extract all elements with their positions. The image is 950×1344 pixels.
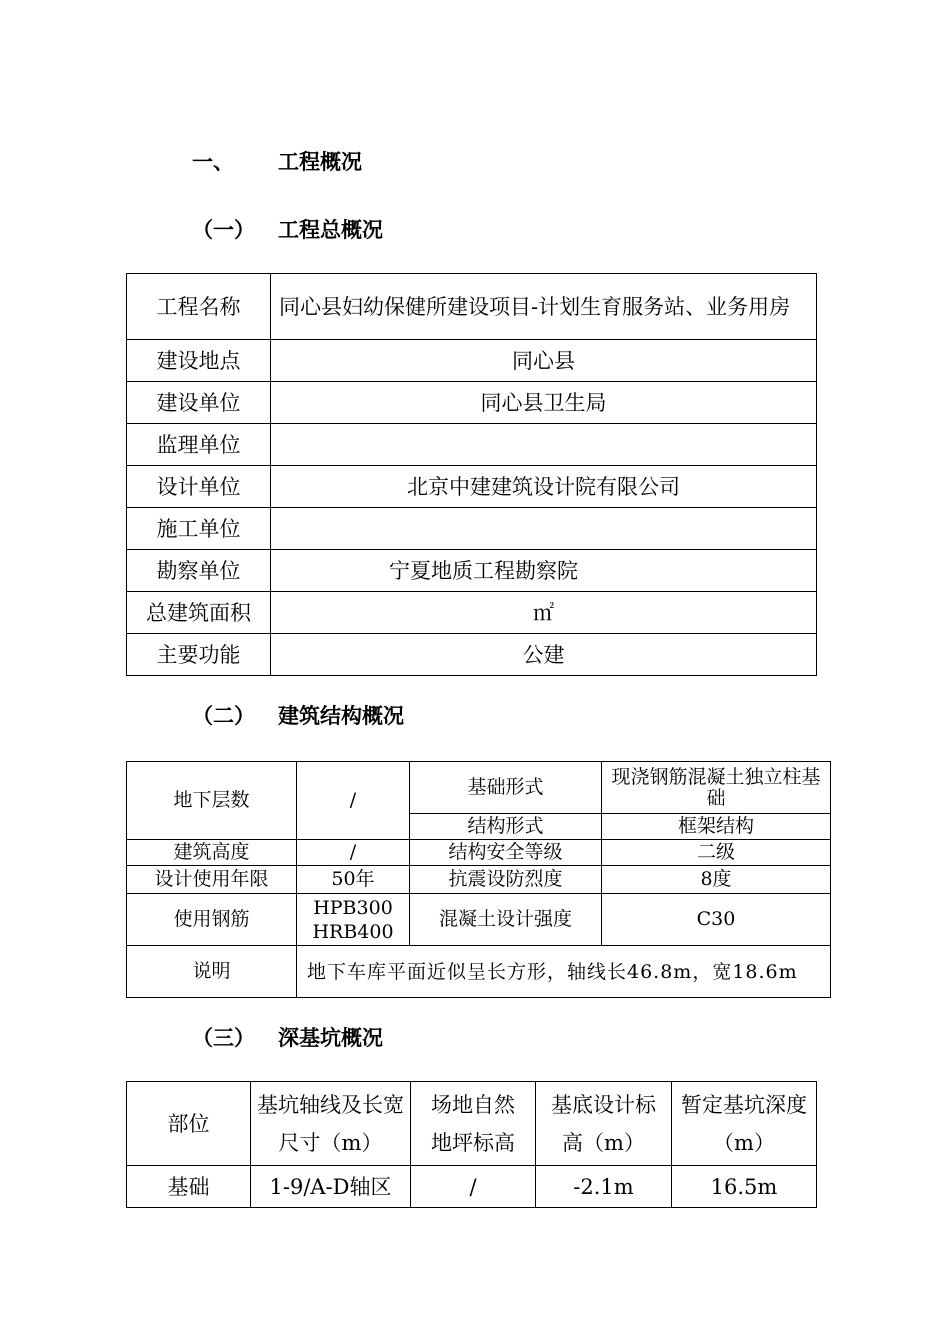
section-title: 工程概况 [278, 150, 362, 174]
table-row [127, 340, 817, 382]
pit-header-size: 基坑轴线及长宽尺寸（m） [251, 1082, 411, 1166]
pit-cell-size: 1-9/A-D轴区 [251, 1166, 411, 1208]
seismic-label: 抗震设防烈度 [410, 866, 602, 894]
safety-grade-value: 二级 [602, 840, 831, 866]
pit-header-ground-elevation: 场地自然地坪标高 [411, 1082, 536, 1166]
overview-table [126, 273, 817, 676]
subsection-number: （三） [192, 1026, 255, 1050]
overview-label: 监理单位 [127, 424, 271, 466]
table-row [127, 466, 817, 508]
pit-cell-base-elevation: -2.1m [536, 1166, 672, 1208]
overview-value: 同心县妇幼保健所建设项目-计划生育服务站、业务用房 [271, 274, 817, 340]
underground-floors-value: / [297, 762, 410, 840]
table-header-row [127, 1082, 817, 1166]
overview-value: 同心县卫生局 [271, 382, 817, 424]
table-row [127, 550, 817, 592]
pit-cell-position: 基础 [127, 1166, 251, 1208]
underground-floors-label: 地下层数 [127, 762, 297, 840]
rebar-value-2: HRB400 [312, 920, 394, 943]
section-number: 一、 [192, 150, 234, 174]
structure-table [126, 761, 831, 998]
table-row [127, 508, 817, 550]
pit-cell-depth: 16.5m [672, 1166, 817, 1208]
concrete-label: 混凝土设计强度 [410, 894, 602, 946]
building-height-label: 建筑高度 [127, 840, 297, 866]
table-row [127, 592, 817, 634]
subsection-title: 深基坑概况 [278, 1026, 383, 1050]
rebar-value [297, 894, 410, 946]
pit-header-position: 部位 [127, 1082, 251, 1166]
overview-label: 主要功能 [127, 634, 271, 676]
subsection-number: （一） [192, 218, 255, 242]
overview-value: 同心县 [271, 340, 817, 382]
overview-value: 北京中建建筑设计院有限公司 [271, 466, 817, 508]
pit-cell-ground-elevation: / [411, 1166, 536, 1208]
table-row [127, 274, 817, 340]
subsection-title: 建筑结构概况 [278, 704, 404, 728]
overview-label: 建设地点 [127, 340, 271, 382]
overview-label: 建设单位 [127, 382, 271, 424]
table-row [127, 946, 831, 998]
rebar-value-1: HPB300 [313, 896, 393, 919]
overview-value [271, 508, 817, 550]
table-row [127, 424, 817, 466]
table-row [127, 840, 831, 866]
foundation-form-label: 基础形式 [410, 762, 602, 814]
safety-grade-label: 结构安全等级 [410, 840, 602, 866]
note-value: 地下车库平面近似呈长方形，轴线长46.8m，宽18.6m [297, 946, 831, 998]
table-row [127, 894, 831, 946]
concrete-value: C30 [602, 894, 831, 946]
structure-form-label: 结构形式 [410, 814, 602, 840]
note-label: 说明 [127, 946, 297, 998]
overview-value: 公建 [271, 634, 817, 676]
overview-label: 施工单位 [127, 508, 271, 550]
pit-header-base-elevation: 基底设计标高（m） [536, 1082, 672, 1166]
building-height-value: / [297, 840, 410, 866]
structure-form-value: 框架结构 [602, 814, 831, 840]
overview-label: 总建筑面积 [127, 592, 271, 634]
overview-label: 设计单位 [127, 466, 271, 508]
table-row [127, 1166, 817, 1208]
design-life-label: 设计使用年限 [127, 866, 297, 894]
table-row [127, 866, 831, 894]
subsection-title: 工程总概况 [278, 218, 383, 242]
table-row [127, 762, 831, 814]
design-life-value: 50年 [297, 866, 410, 894]
pit-header-depth: 暂定基坑深度（m） [672, 1082, 817, 1166]
overview-value [271, 424, 817, 466]
subsection-number: （二） [192, 704, 255, 728]
foundation-form-value: 现浇钢筋混凝土独立柱基础 [602, 762, 831, 814]
overview-value: ㎡ [271, 592, 817, 634]
overview-label: 工程名称 [127, 274, 271, 340]
seismic-value: 8度 [602, 866, 831, 894]
pit-table [126, 1081, 817, 1208]
table-row [127, 382, 817, 424]
table-row [127, 634, 817, 676]
rebar-label: 使用钢筋 [127, 894, 297, 946]
overview-label: 勘察单位 [127, 550, 271, 592]
overview-value: 宁夏地质工程勘察院 [271, 550, 817, 592]
